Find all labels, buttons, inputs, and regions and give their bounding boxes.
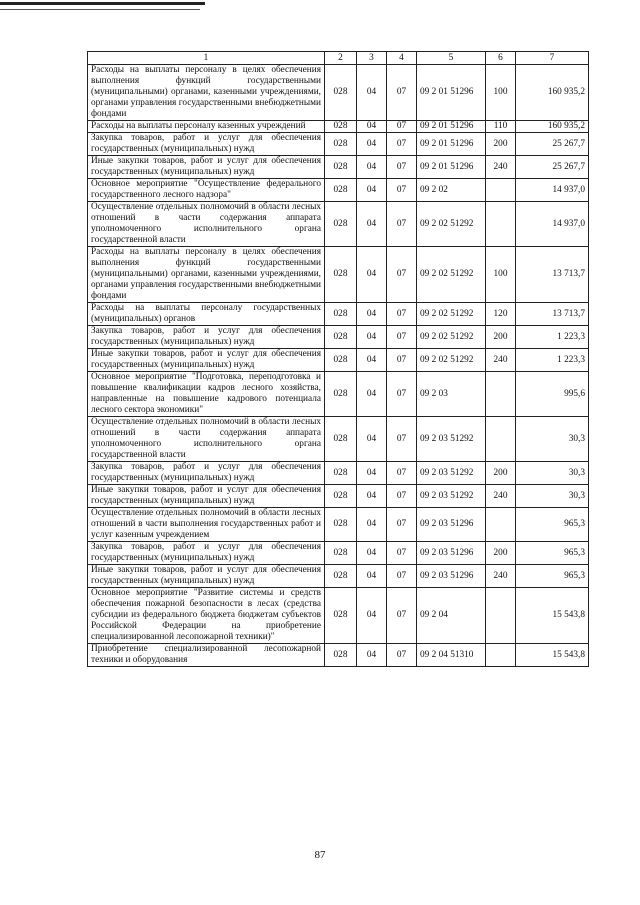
section-code-cell: 04 bbox=[357, 179, 387, 202]
row-name-cell: Закупка товаров, работ и услуг для обеспечения государственных (муниципальных) нужд bbox=[88, 326, 325, 349]
target-article-cell: 09 2 03 51296 bbox=[417, 542, 486, 565]
expense-type-cell: 120 bbox=[486, 303, 516, 326]
target-article-cell: 09 2 03 51292 bbox=[417, 485, 486, 508]
amount-cell: 30,3 bbox=[516, 462, 589, 485]
row-name-cell: Осуществление отдельных полномочий в области лесных отношений в части содержания аппарата уполномоченного исполнительного органа государственной власти bbox=[88, 417, 325, 462]
table-row bbox=[88, 588, 589, 644]
expense-type-cell: 240 bbox=[486, 156, 516, 179]
row-name-cell: Расходы на выплаты персоналу в целях обеспечения выполнения функций государственными (муниципальными) органами, казенными учреждениями, органами управления государственными внебюджетными фондами bbox=[88, 65, 325, 121]
row-name-cell: Расходы на выплаты персоналу казенных учреждений bbox=[88, 121, 325, 133]
subsection-code-cell: 07 bbox=[387, 485, 417, 508]
amount-cell: 30,3 bbox=[516, 417, 589, 462]
grbs-code-cell: 028 bbox=[325, 202, 357, 247]
target-article-cell: 09 2 02 51292 bbox=[417, 349, 486, 372]
expense-type-cell bbox=[486, 588, 516, 644]
grbs-code-cell: 028 bbox=[325, 644, 357, 667]
section-code-cell: 04 bbox=[357, 462, 387, 485]
section-code-cell: 04 bbox=[357, 247, 387, 303]
subsection-code-cell: 07 bbox=[387, 121, 417, 133]
subsection-code-cell: 07 bbox=[387, 462, 417, 485]
table-row bbox=[88, 372, 589, 417]
row-name-cell: Иные закупки товаров, работ и услуг для обеспечения государственных (муниципальных) нужд bbox=[88, 485, 325, 508]
grbs-code-cell: 028 bbox=[325, 133, 357, 156]
amount-cell: 30,3 bbox=[516, 485, 589, 508]
target-article-cell: 09 2 03 51292 bbox=[417, 462, 486, 485]
amount-cell: 965,3 bbox=[516, 508, 589, 542]
grbs-code-cell: 028 bbox=[325, 179, 357, 202]
expense-type-cell bbox=[486, 417, 516, 462]
target-article-cell: 09 2 03 51296 bbox=[417, 508, 486, 542]
section-code-cell: 04 bbox=[357, 121, 387, 133]
row-name-cell: Иные закупки товаров, работ и услуг для обеспечения государственных (муниципальных) нужд bbox=[88, 565, 325, 588]
expense-type-cell bbox=[486, 644, 516, 667]
grbs-code-cell: 028 bbox=[325, 372, 357, 417]
expense-type-cell: 200 bbox=[486, 133, 516, 156]
subsection-code-cell: 07 bbox=[387, 417, 417, 462]
header-cell: 7 bbox=[516, 52, 589, 65]
expense-type-cell: 200 bbox=[486, 542, 516, 565]
expense-type-cell: 200 bbox=[486, 462, 516, 485]
table-row bbox=[88, 462, 589, 485]
section-code-cell: 04 bbox=[357, 202, 387, 247]
section-code-cell: 04 bbox=[357, 542, 387, 565]
subsection-code-cell: 07 bbox=[387, 588, 417, 644]
amount-cell: 160 935,2 bbox=[516, 121, 589, 133]
table-row bbox=[88, 121, 589, 133]
table-row bbox=[88, 247, 589, 303]
amount-cell: 995,6 bbox=[516, 372, 589, 417]
section-code-cell: 04 bbox=[357, 65, 387, 121]
table-row bbox=[88, 303, 589, 326]
subsection-code-cell: 07 bbox=[387, 65, 417, 121]
expense-type-cell bbox=[486, 372, 516, 417]
row-name-cell: Основное мероприятие "Осуществление федерального государственного лесного надзора" bbox=[88, 179, 325, 202]
amount-cell: 14 937,0 bbox=[516, 179, 589, 202]
target-article-cell: 09 2 03 51296 bbox=[417, 565, 486, 588]
target-article-cell: 09 2 02 51292 bbox=[417, 326, 486, 349]
row-name-cell: Закупка товаров, работ и услуг для обеспечения государственных (муниципальных) нужд bbox=[88, 462, 325, 485]
expense-type-cell: 240 bbox=[486, 565, 516, 588]
section-code-cell: 04 bbox=[357, 565, 387, 588]
row-name-cell: Расходы на выплаты персоналу государственных (муниципальных) органов bbox=[88, 303, 325, 326]
amount-cell: 965,3 bbox=[516, 565, 589, 588]
header-cell: 5 bbox=[417, 52, 486, 65]
grbs-code-cell: 028 bbox=[325, 326, 357, 349]
target-article-cell: 09 2 02 51292 bbox=[417, 247, 486, 303]
grbs-code-cell: 028 bbox=[325, 542, 357, 565]
row-name-cell: Расходы на выплаты персоналу в целях обеспечения выполнения функций государственными (муниципальными) органами, казенными учреждениями, органами управления государственными внебюджетными фондами bbox=[88, 247, 325, 303]
expense-type-cell bbox=[486, 202, 516, 247]
amount-cell: 25 267,7 bbox=[516, 133, 589, 156]
subsection-code-cell: 07 bbox=[387, 349, 417, 372]
target-article-cell: 09 2 03 51292 bbox=[417, 417, 486, 462]
target-article-cell: 09 2 01 51296 bbox=[417, 156, 486, 179]
expense-type-cell: 100 bbox=[486, 247, 516, 303]
subsection-code-cell: 07 bbox=[387, 644, 417, 667]
amount-cell: 1 223,3 bbox=[516, 349, 589, 372]
header-rule-thick bbox=[0, 2, 205, 5]
table-header-row bbox=[88, 52, 589, 65]
grbs-code-cell: 028 bbox=[325, 349, 357, 372]
table-row bbox=[88, 542, 589, 565]
expense-type-cell: 100 bbox=[486, 65, 516, 121]
grbs-code-cell: 028 bbox=[325, 417, 357, 462]
grbs-code-cell: 028 bbox=[325, 508, 357, 542]
header-cell: 4 bbox=[387, 52, 417, 65]
amount-cell: 13 713,7 bbox=[516, 303, 589, 326]
subsection-code-cell: 07 bbox=[387, 542, 417, 565]
section-code-cell: 04 bbox=[357, 485, 387, 508]
amount-cell: 25 267,7 bbox=[516, 156, 589, 179]
subsection-code-cell: 07 bbox=[387, 247, 417, 303]
row-name-cell: Основное мероприятие "Подготовка, переподготовка и повышение квалификации кадров лесного хозяйства, направленные на повышение кадрового потенциала лесного сектора экономики" bbox=[88, 372, 325, 417]
amount-cell: 13 713,7 bbox=[516, 247, 589, 303]
table-row bbox=[88, 202, 589, 247]
section-code-cell: 04 bbox=[357, 349, 387, 372]
table-row bbox=[88, 65, 589, 121]
table-row bbox=[88, 508, 589, 542]
header-cell: 6 bbox=[486, 52, 516, 65]
amount-cell: 1 223,3 bbox=[516, 326, 589, 349]
target-article-cell: 09 2 01 51296 bbox=[417, 133, 486, 156]
expense-type-cell: 240 bbox=[486, 349, 516, 372]
table-row bbox=[88, 133, 589, 156]
grbs-code-cell: 028 bbox=[325, 303, 357, 326]
table-row bbox=[88, 326, 589, 349]
row-name-cell: Закупка товаров, работ и услуг для обеспечения государственных (муниципальных) нужд bbox=[88, 133, 325, 156]
table-row bbox=[88, 485, 589, 508]
table-row bbox=[88, 156, 589, 179]
amount-cell: 965,3 bbox=[516, 542, 589, 565]
target-article-cell: 09 2 01 51296 bbox=[417, 65, 486, 121]
section-code-cell: 04 bbox=[357, 372, 387, 417]
amount-cell: 15 543,8 bbox=[516, 588, 589, 644]
header-rule-thin bbox=[0, 9, 200, 10]
grbs-code-cell: 028 bbox=[325, 588, 357, 644]
section-code-cell: 04 bbox=[357, 508, 387, 542]
grbs-code-cell: 028 bbox=[325, 247, 357, 303]
row-name-cell: Основное мероприятие "Развитие системы и средств обеспечения пожарной безопасности в лесах (средства субсидии из федерального бюджета бюджетам субъектов Российской Федерации на приобретение специализированной лесопожарной техники)" bbox=[88, 588, 325, 644]
subsection-code-cell: 07 bbox=[387, 565, 417, 588]
grbs-code-cell: 028 bbox=[325, 65, 357, 121]
amount-cell: 14 937,0 bbox=[516, 202, 589, 247]
amount-cell: 15 543,8 bbox=[516, 644, 589, 667]
table-row bbox=[88, 644, 589, 667]
target-article-cell: 09 2 04 51310 bbox=[417, 644, 486, 667]
subsection-code-cell: 07 bbox=[387, 133, 417, 156]
subsection-code-cell: 07 bbox=[387, 303, 417, 326]
header-cell: 3 bbox=[357, 52, 387, 65]
grbs-code-cell: 028 bbox=[325, 156, 357, 179]
amount-cell: 160 935,2 bbox=[516, 65, 589, 121]
expense-type-cell bbox=[486, 179, 516, 202]
subsection-code-cell: 07 bbox=[387, 156, 417, 179]
section-code-cell: 04 bbox=[357, 156, 387, 179]
table-row bbox=[88, 417, 589, 462]
page-number: 87 bbox=[314, 849, 326, 861]
target-article-cell: 09 2 01 51296 bbox=[417, 121, 486, 133]
header-cell: 2 bbox=[325, 52, 357, 65]
expense-type-cell: 200 bbox=[486, 326, 516, 349]
target-article-cell: 09 2 02 51292 bbox=[417, 202, 486, 247]
row-name-cell: Иные закупки товаров, работ и услуг для обеспечения государственных (муниципальных) нужд bbox=[88, 349, 325, 372]
expense-type-cell: 110 bbox=[486, 121, 516, 133]
row-name-cell: Осуществление отдельных полномочий в области лесных отношений в части выполнения государственных работ и услуг казенным учреждением bbox=[88, 508, 325, 542]
section-code-cell: 04 bbox=[357, 417, 387, 462]
row-name-cell: Закупка товаров, работ и услуг для обеспечения государственных (муниципальных) нужд bbox=[88, 542, 325, 565]
target-article-cell: 09 2 02 51292 bbox=[417, 303, 486, 326]
target-article-cell: 09 2 02 bbox=[417, 179, 486, 202]
section-code-cell: 04 bbox=[357, 644, 387, 667]
target-article-cell: 09 2 04 bbox=[417, 588, 486, 644]
section-code-cell: 04 bbox=[357, 303, 387, 326]
budget-table bbox=[87, 51, 589, 667]
header-cell: 1 bbox=[88, 52, 325, 65]
subsection-code-cell: 07 bbox=[387, 372, 417, 417]
expense-type-cell: 240 bbox=[486, 485, 516, 508]
section-code-cell: 04 bbox=[357, 588, 387, 644]
row-name-cell: Иные закупки товаров, работ и услуг для обеспечения государственных (муниципальных) нужд bbox=[88, 156, 325, 179]
target-article-cell: 09 2 03 bbox=[417, 372, 486, 417]
subsection-code-cell: 07 bbox=[387, 202, 417, 247]
row-name-cell: Осуществление отдельных полномочий в области лесных отношений в части содержания аппарата уполномоченного исполнительного органа государственной власти bbox=[88, 202, 325, 247]
table-row bbox=[88, 565, 589, 588]
table-row bbox=[88, 349, 589, 372]
expense-type-cell bbox=[486, 508, 516, 542]
subsection-code-cell: 07 bbox=[387, 508, 417, 542]
table-row bbox=[88, 179, 589, 202]
subsection-code-cell: 07 bbox=[387, 326, 417, 349]
section-code-cell: 04 bbox=[357, 326, 387, 349]
grbs-code-cell: 028 bbox=[325, 121, 357, 133]
section-code-cell: 04 bbox=[357, 133, 387, 156]
grbs-code-cell: 028 bbox=[325, 462, 357, 485]
row-name-cell: Приобретение специализированной лесопожарной техники и оборудования bbox=[88, 644, 325, 667]
grbs-code-cell: 028 bbox=[325, 565, 357, 588]
subsection-code-cell: 07 bbox=[387, 179, 417, 202]
grbs-code-cell: 028 bbox=[325, 485, 357, 508]
